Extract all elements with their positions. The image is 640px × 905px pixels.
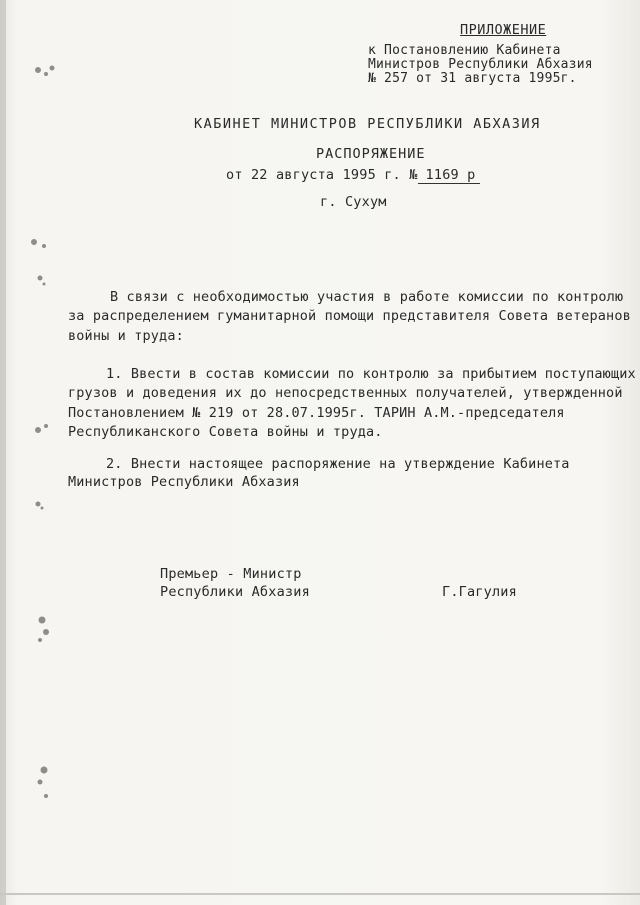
item2-line: Министров Республики Абхазия (68, 474, 300, 490)
signatory-position: Премьер - Министр (160, 566, 302, 582)
order-date: от 22 августа 1995 г. № (226, 167, 418, 183)
organization-title: КАБИНЕТ МИНИСТРОВ РЕСПУБЛИКИ АБХАЗИЯ (194, 116, 541, 132)
item1-line: грузов и доведения их до непосредственных получателей, утвержденной (68, 385, 623, 401)
item1-line: Республиканского Совета войны и труда. (68, 424, 383, 440)
item1-line: Постановлением № 219 от 28.07.1995г. ТАРИН А.М.-председателя (68, 405, 565, 421)
preamble-line: В связи с необходимостью участия в работе комиссии по контролю (110, 289, 624, 305)
scan-bottom-edge (0, 893, 640, 895)
document-type: РАСПОРЯЖЕНИЕ (316, 146, 426, 162)
appendix-line: № 257 от 31 августа 1995г. (368, 71, 577, 86)
item1-line: 1. Ввести в состав комиссии по контролю за прибытием поступающих (106, 366, 636, 382)
appendix-line: Министров Республики Абхазия (368, 57, 593, 72)
order-number: 1169 р (418, 167, 480, 184)
preamble-line: войны и труда: (68, 328, 184, 344)
appendix-title: ПРИЛОЖЕНИЕ (460, 22, 547, 38)
item2-line: 2. Внести настоящее распоряжение на утверждение Кабинета (106, 456, 570, 472)
order-date-line (226, 167, 480, 184)
signatory-position: Республики Абхазия (160, 584, 310, 600)
signatory-name: Г.Гагулия (442, 584, 517, 600)
binding-marks (0, 0, 60, 905)
city: г. Сухум (320, 194, 387, 210)
appendix-line: к Постановлению Кабинета (368, 43, 561, 58)
preamble-line: за распределением гуманитарной помощи представителя Совета ветеранов (68, 308, 631, 324)
